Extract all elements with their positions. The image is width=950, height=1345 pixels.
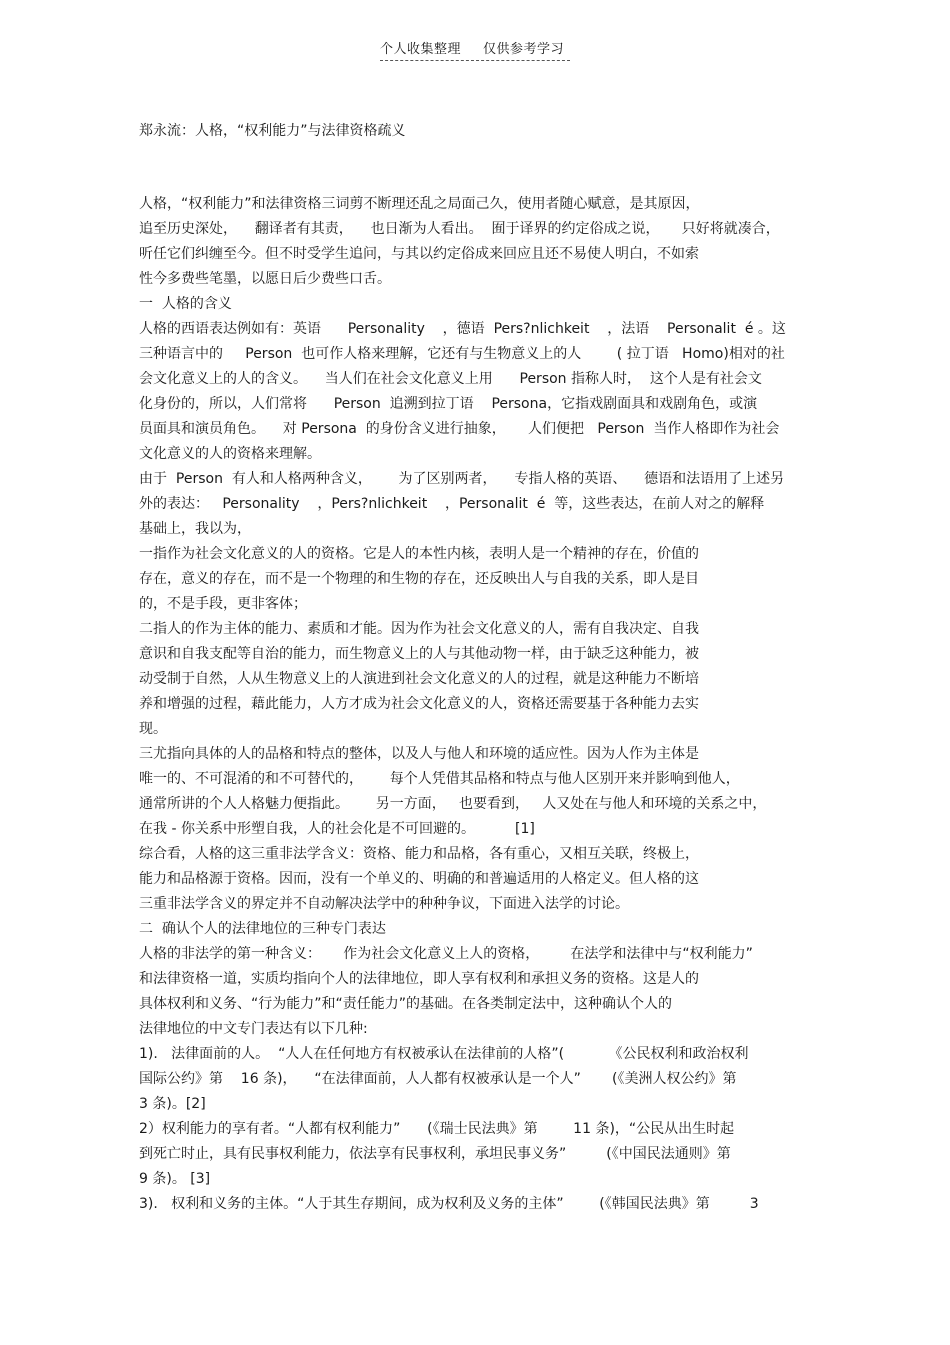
text-line: 3). 权利和义务的主体。“人于其生存期间，成为权利及义务的主体” (《韩国民法典》第 3: [139, 1196, 759, 1212]
text-line: 性今多费些笔墨，以愿日后少费些口舌。: [139, 271, 391, 287]
text-line: 人格的非法学的第一种含义： 作为社会文化意义上人的资格， 在法学和法律中与“权利能力”: [139, 946, 753, 962]
text-line: 意识和自我支配等自治的能力，而生物意义上的人与其他动物一样，由于缺乏这种能力，被: [139, 646, 699, 662]
text-line: 养和增强的过程，藉此能力，人方才成为社会文化意义的人，资格还需要基于各种能力去实: [139, 696, 699, 712]
text-line: 一指作为社会文化意义的人的资格。它是人的本性内核，表明人是一个精神的存在，价值的: [139, 546, 699, 562]
text-line: 3 条)。[2]: [139, 1096, 206, 1112]
document-title: 郑永流：人格，“权利能力”与法律资格疏义: [139, 123, 406, 139]
text-line: 在我 - 你关系中形塑自我，人的社会化是不可回避的。 [1]: [139, 821, 535, 837]
text-line: 外的表达： Personality ，Pers?nlichkeit ，Personalit é 等，这些表达，在前人对之的解释: [139, 496, 765, 512]
text-line: 的，不是手段，更非客体；: [139, 596, 307, 612]
text-line: 唯一的、不可混淆的和不可替代的， 每个人凭借其品格和特点与他人区别开来并影响到他人，: [139, 771, 740, 787]
text-line: 到死亡时止，具有民事权利能力，依法享有民事权利，承坦民事义务” (《中国民法通则》第: [139, 1146, 731, 1162]
text-line: 和法律资格一道，实质均指向个人的法律地位，即人享有权利和承担义务的资格。这是人的: [139, 971, 699, 987]
header-left: 个人收集整理: [380, 42, 462, 57]
text-line: 通常所讲的个人人格魅力便指此。 另一方面， 也要看到， 人又处在与他人和环境的关系之中，: [139, 796, 767, 812]
text-line: 存在，意义的存在，而不是一个物理的和生物的存在，还反映出人与自我的关系，即人是目: [139, 571, 699, 587]
text-line: 2）权利能力的享有者。“人都有权利能力” (《瑞士民法典》第 11 条)，“公民从出生时起: [139, 1121, 735, 1137]
text-line: 由于 Person 有人和人格两种含义， 为了区别两者， 专指人格的英语、 德语和法语用了上述另: [139, 471, 785, 487]
text-line: 基础上，我以为，: [139, 521, 251, 537]
text-line: 文化意义的人的资格来理解。: [139, 446, 321, 462]
text-line: 9 条)。 [3]: [139, 1171, 211, 1187]
header-right: 仅供参考学习: [483, 42, 565, 57]
text-line: 三重非法学含义的界定并不自动解决法学中的种种争议，下面进入法学的讨论。: [139, 896, 629, 912]
text-line: 会文化意义上的人的含义。 当人们在社会文化意义上用 Person 指称人时， 这个人是有社会文: [139, 371, 762, 387]
text-line: 人格的西语表达例如有：英语 Personality ，德语 Pers?nlichkeit ，法语 Personalit é 。这: [139, 321, 786, 337]
text-line: 综合看，人格的这三重非法学含义：资格、能力和品格，各有重心，又相互关联，终极上，: [139, 846, 699, 862]
text-line: 三尤指向具体的人的品格和特点的整体，以及人与他人和环境的适应性。因为人作为主体是: [139, 746, 699, 762]
body-text: [139, 192, 819, 1217]
text-line: 化身份的，所以，人们常将 Person 追溯到拉丁语 Persona，它指戏剧面具和戏剧角色，或演: [139, 396, 758, 412]
text-line: 具体权利和义务、“行为能力”和“责任能力”的基础。在各类制定法中，这种确认个人的: [139, 996, 673, 1012]
text-line: 一 人格的含义: [139, 296, 232, 312]
text-line: 三种语言中的 Person 也可作人格来理解，它还有与生物意义上的人 ( 拉丁语 Homo)相对的社: [139, 346, 785, 362]
text-line: 现。: [139, 721, 167, 737]
text-line: 1). 法律面前的人。 “人人在任何地方有权被承认在法律前的人格”( 《公民权利和政治权利: [139, 1046, 749, 1062]
text-line: 国际公约》第 16 条)， “在法律面前，人人都有权被承认是一个人” (《美洲人权公约》第: [139, 1071, 737, 1087]
text-line: 追至历史深处， 翻译者有其责， 也日渐为人看出。 囿于译界的约定俗成之说， 只好将就凑合，: [139, 221, 780, 237]
text-line: 听任它们纠缠至今。但不时受学生追问，与其以约定俗成来回应且还不易使人明白，不如索: [139, 246, 699, 262]
text-line: 二 确认个人的法律地位的三种专门表达: [139, 921, 386, 937]
text-line: 动受制于自然，人从生物意义上的人演进到社会文化意义的人的过程，就是这种能力不断培: [139, 671, 699, 687]
page-header: [380, 38, 570, 61]
text-line: 二指人的作为主体的能力、素质和才能。因为作为社会文化意义的人，需有自我决定、自我: [139, 621, 699, 637]
text-line: 法律地位的中文专门表达有以下几种:: [139, 1021, 368, 1037]
text-line: 能力和品格源于资格。因而，没有一个单义的、明确的和普遍适用的人格定义。但人格的这: [139, 871, 699, 887]
text-line: 人格，“权利能力”和法律资格三词剪不断理还乱之局面己久，使用者随心赋意，是其原因，: [139, 196, 700, 212]
text-line: 员面具和演员角色。 对 Persona 的身份含义进行抽象， 人们便把 Person 当作人格即作为社会: [139, 421, 780, 437]
